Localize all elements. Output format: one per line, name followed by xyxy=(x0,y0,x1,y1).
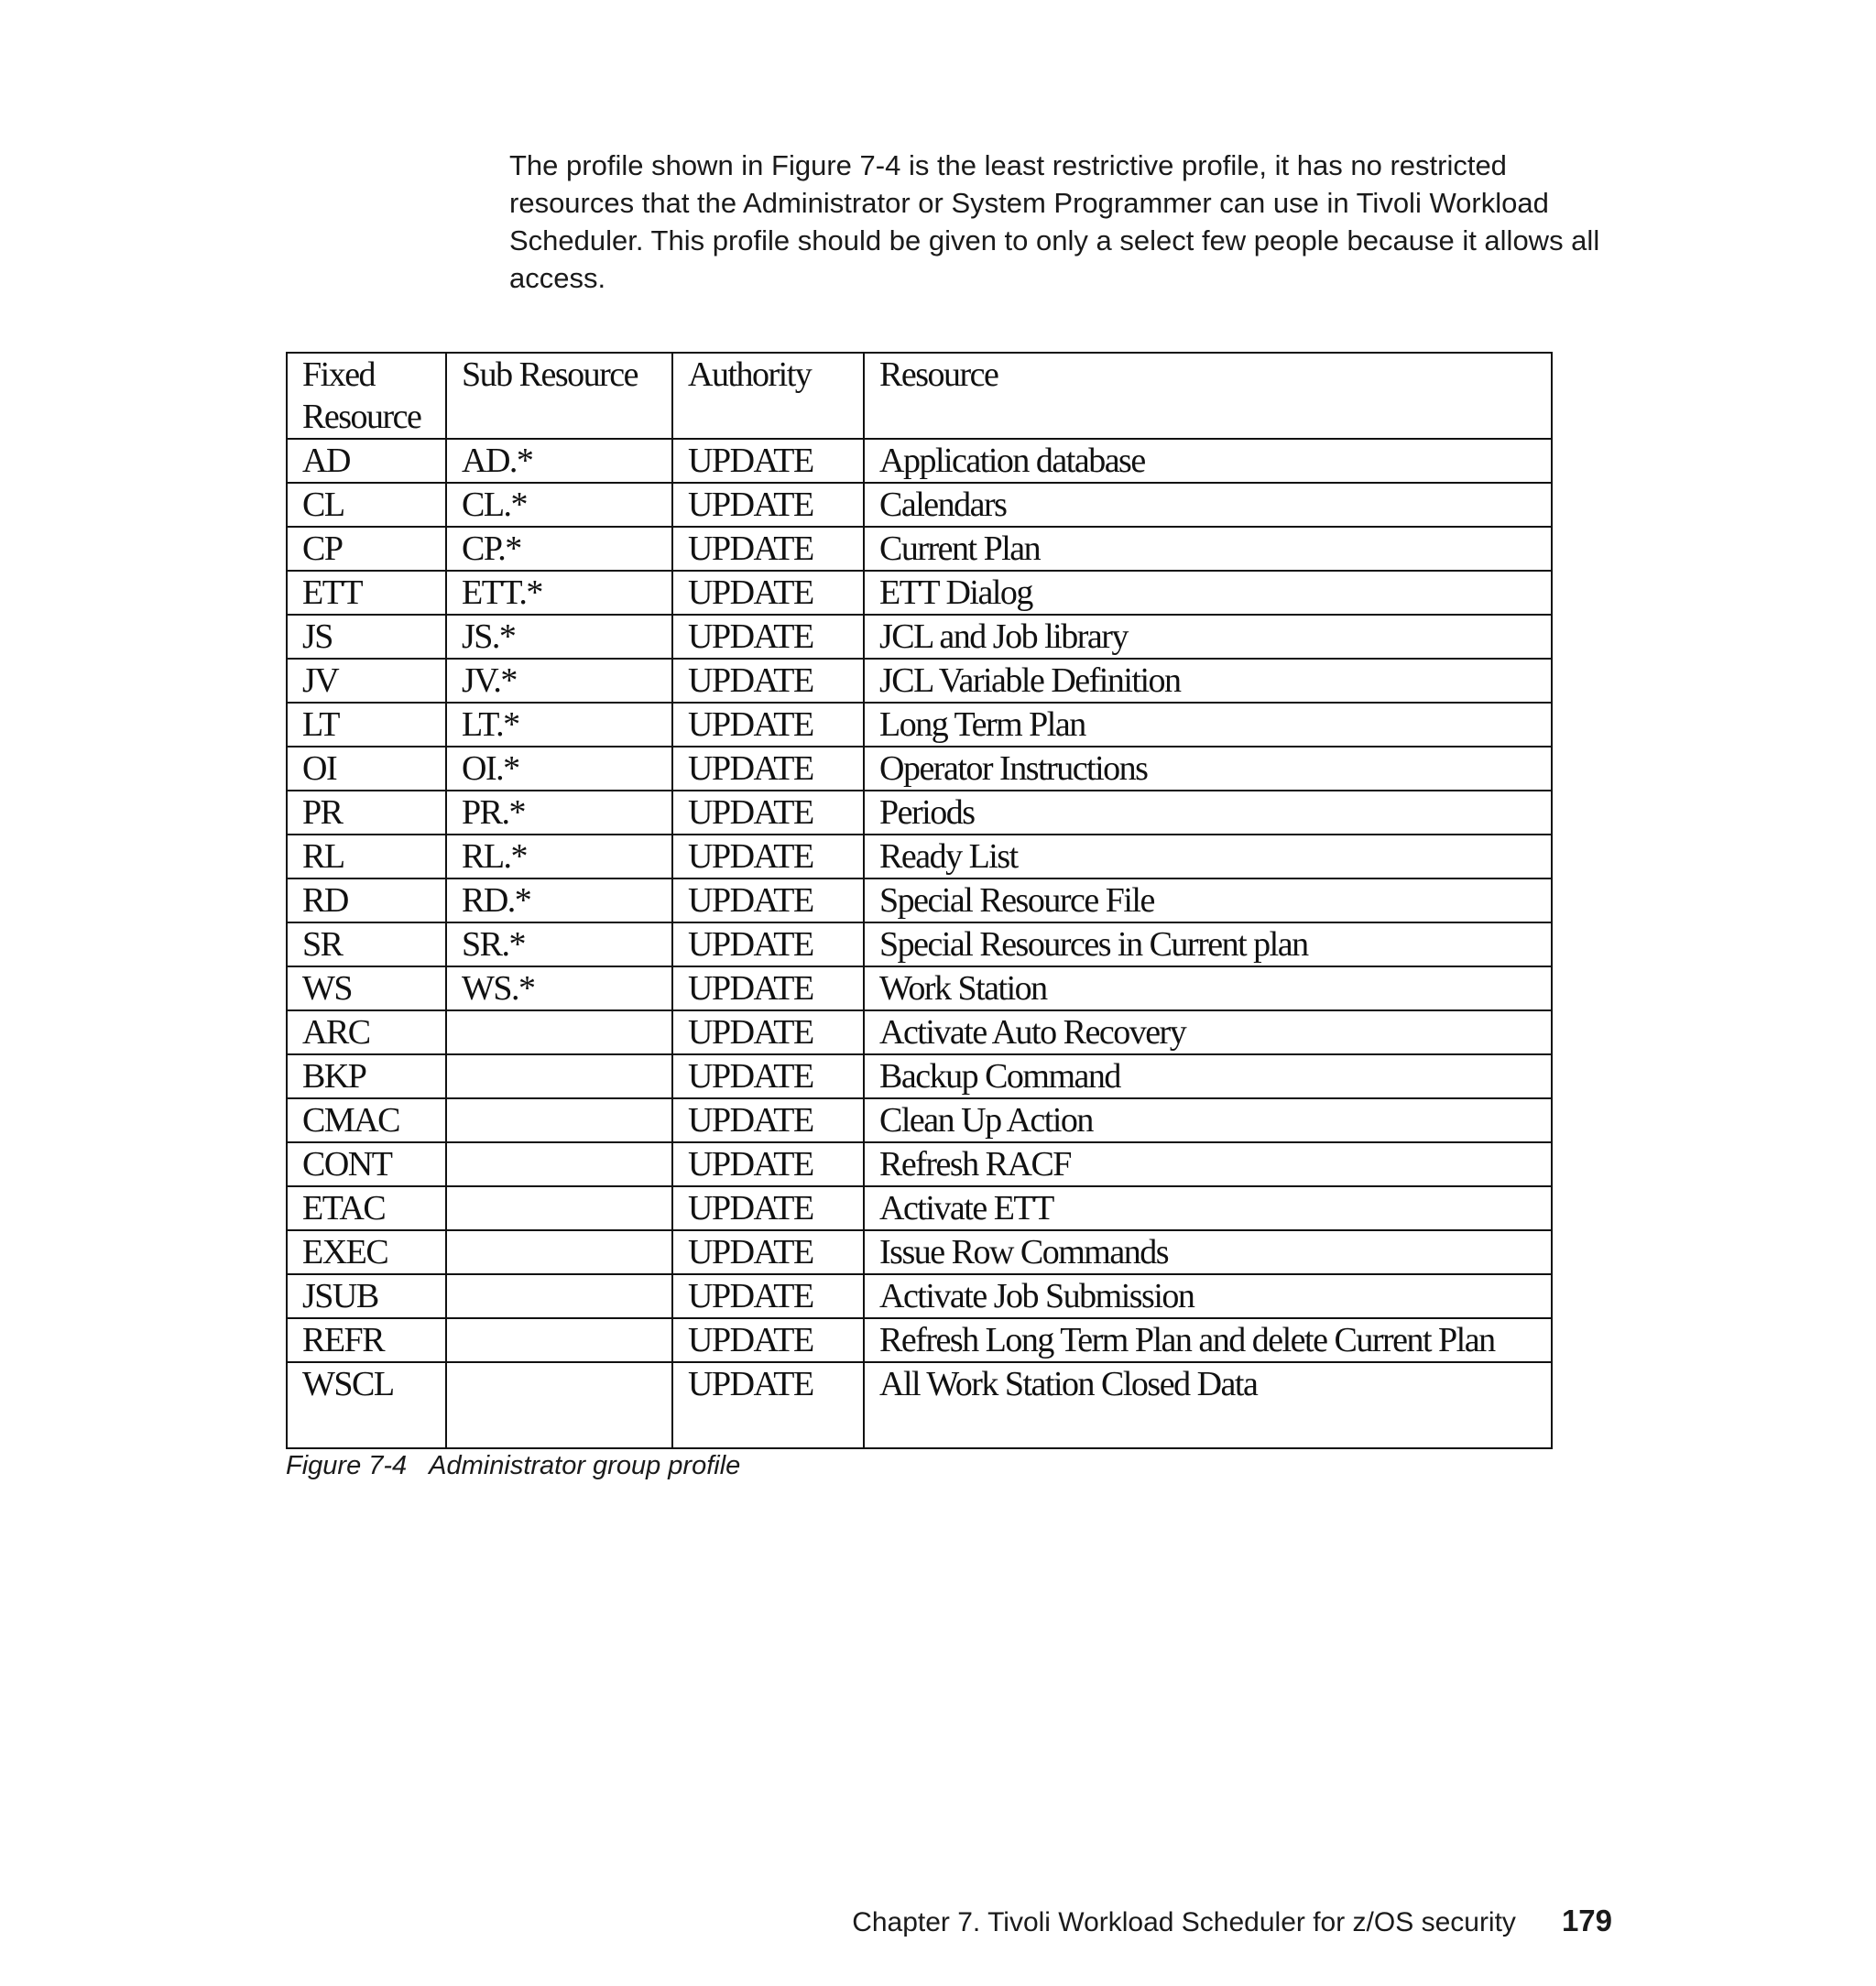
resource-cell: Issue Row Commands xyxy=(864,1230,1552,1274)
fixed-resource-cell: AD xyxy=(287,439,446,483)
authority-cell: UPDATE xyxy=(672,966,864,1010)
fixed-resource-cell: PR xyxy=(287,791,446,835)
table-row xyxy=(287,1230,1552,1274)
fixed-resource-cell: OI xyxy=(287,747,446,791)
resource-cell: Current Plan xyxy=(864,527,1552,571)
table-row xyxy=(287,703,1552,747)
sub-resource-cell: RL.* xyxy=(446,835,672,878)
sub-resource-cell: AD.* xyxy=(446,439,672,483)
authority-cell: UPDATE xyxy=(672,483,864,527)
fixed-resource-cell: JS xyxy=(287,615,446,659)
resource-cell: Calendars xyxy=(864,483,1552,527)
authority-cell: UPDATE xyxy=(672,571,864,615)
resource-cell: Special Resources in Current plan xyxy=(864,922,1552,966)
table-row xyxy=(287,1010,1552,1054)
intro-paragraph: The profile shown in Figure 7-4 is the least restrictive profile, it has no restricted resources that the Administrator or System Programmer can use in Tivoli Workload Scheduler. This profile should be given to only a select few people because it allows all access. xyxy=(509,149,1600,294)
authority-cell: UPDATE xyxy=(672,527,864,571)
header-authority: Authority xyxy=(672,353,864,439)
fixed-resource-cell: CMAC xyxy=(287,1098,446,1142)
resource-cell: Activate Job Submission xyxy=(864,1274,1552,1318)
table-row xyxy=(287,922,1552,966)
fixed-resource-cell: LT xyxy=(287,703,446,747)
table-header-row xyxy=(287,353,1552,439)
resource-cell: Work Station xyxy=(864,966,1552,1010)
page-number: 179 xyxy=(1561,1904,1612,1937)
table-row xyxy=(287,1318,1552,1362)
sub-resource-cell: CL.* xyxy=(446,483,672,527)
resource-cell: ETT Dialog xyxy=(864,571,1552,615)
fixed-resource-cell: RL xyxy=(287,835,446,878)
profile-table-container xyxy=(286,352,1551,1449)
table-row xyxy=(287,659,1552,703)
authority-cell: UPDATE xyxy=(672,1362,864,1448)
authority-cell: UPDATE xyxy=(672,878,864,922)
sub-resource-cell: ETT.* xyxy=(446,571,672,615)
fixed-resource-cell: ETT xyxy=(287,571,446,615)
authority-cell: UPDATE xyxy=(672,1274,864,1318)
fixed-resource-cell: RD xyxy=(287,878,446,922)
resource-cell: Special Resource File xyxy=(864,878,1552,922)
page-footer xyxy=(852,1904,1612,1938)
fixed-resource-cell: WS xyxy=(287,966,446,1010)
sub-resource-cell xyxy=(446,1098,672,1142)
sub-resource-cell: LT.* xyxy=(446,703,672,747)
sub-resource-cell: SR.* xyxy=(446,922,672,966)
authority-cell: UPDATE xyxy=(672,1230,864,1274)
table-row xyxy=(287,1098,1552,1142)
resource-cell: Clean Up Action xyxy=(864,1098,1552,1142)
authority-cell: UPDATE xyxy=(672,835,864,878)
authority-cell: UPDATE xyxy=(672,1098,864,1142)
fixed-resource-cell: BKP xyxy=(287,1054,446,1098)
resource-cell: Operator Instructions xyxy=(864,747,1552,791)
resource-cell: Activate ETT xyxy=(864,1186,1552,1230)
fixed-resource-cell: CP xyxy=(287,527,446,571)
figure-caption xyxy=(286,1451,740,1481)
resource-cell: JCL and Job library xyxy=(864,615,1552,659)
resource-cell: Backup Command xyxy=(864,1054,1552,1098)
table-row xyxy=(287,747,1552,791)
resource-cell: Long Term Plan xyxy=(864,703,1552,747)
sub-resource-cell xyxy=(446,1274,672,1318)
table-row xyxy=(287,615,1552,659)
authority-cell: UPDATE xyxy=(672,1010,864,1054)
table-row xyxy=(287,483,1552,527)
sub-resource-cell: PR.* xyxy=(446,791,672,835)
fixed-resource-cell: JSUB xyxy=(287,1274,446,1318)
resource-cell: Ready List xyxy=(864,835,1552,878)
sub-resource-cell xyxy=(446,1054,672,1098)
authority-cell: UPDATE xyxy=(672,1142,864,1186)
fixed-resource-cell: WSCL xyxy=(287,1362,446,1448)
authority-cell: UPDATE xyxy=(672,615,864,659)
sub-resource-cell xyxy=(446,1186,672,1230)
authority-cell: UPDATE xyxy=(672,747,864,791)
resource-cell: All Work Station Closed Data xyxy=(864,1362,1552,1448)
authority-cell: UPDATE xyxy=(672,439,864,483)
resource-cell: Activate Auto Recovery xyxy=(864,1010,1552,1054)
authority-cell: UPDATE xyxy=(672,659,864,703)
table-row xyxy=(287,1054,1552,1098)
chapter-title: Chapter 7. Tivoli Workload Scheduler for z/OS security xyxy=(852,1907,1516,1937)
fixed-resource-cell: CL xyxy=(287,483,446,527)
resource-cell: Periods xyxy=(864,791,1552,835)
resource-cell: Application database xyxy=(864,439,1552,483)
fixed-resource-cell: JV xyxy=(287,659,446,703)
table-row xyxy=(287,1186,1552,1230)
sub-resource-cell: CP.* xyxy=(446,527,672,571)
table-row xyxy=(287,878,1552,922)
header-sub-resource: Sub Resource xyxy=(446,353,672,439)
sub-resource-cell xyxy=(446,1318,672,1362)
table-row xyxy=(287,791,1552,835)
header-resource: Resource xyxy=(864,353,1552,439)
authority-cell: UPDATE xyxy=(672,791,864,835)
table-row xyxy=(287,527,1552,571)
sub-resource-cell xyxy=(446,1010,672,1054)
figure-title: Administrator group profile xyxy=(429,1451,741,1480)
sub-resource-cell xyxy=(446,1142,672,1186)
sub-resource-cell xyxy=(446,1362,672,1448)
table-row xyxy=(287,439,1552,483)
authority-cell: UPDATE xyxy=(672,1054,864,1098)
figure-number: Figure 7-4 xyxy=(286,1451,408,1480)
sub-resource-cell: WS.* xyxy=(446,966,672,1010)
table-row xyxy=(287,966,1552,1010)
administrator-profile-table xyxy=(286,352,1553,1449)
fixed-resource-cell: EXEC xyxy=(287,1230,446,1274)
header-fixed-resource: Fixed Resource xyxy=(287,353,446,439)
table-row xyxy=(287,1274,1552,1318)
table-row xyxy=(287,1142,1552,1186)
authority-cell: UPDATE xyxy=(672,703,864,747)
table-row xyxy=(287,835,1552,878)
sub-resource-cell: JV.* xyxy=(446,659,672,703)
fixed-resource-cell: ARC xyxy=(287,1010,446,1054)
authority-cell: UPDATE xyxy=(672,1318,864,1362)
fixed-resource-cell: ETAC xyxy=(287,1186,446,1230)
fixed-resource-cell: CONT xyxy=(287,1142,446,1186)
table-row xyxy=(287,571,1552,615)
authority-cell: UPDATE xyxy=(672,922,864,966)
sub-resource-cell xyxy=(446,1230,672,1274)
sub-resource-cell: RD.* xyxy=(446,878,672,922)
fixed-resource-cell: SR xyxy=(287,922,446,966)
fixed-resource-cell: REFR xyxy=(287,1318,446,1362)
sub-resource-cell: OI.* xyxy=(446,747,672,791)
resource-cell: Refresh Long Term Plan and delete Current Plan xyxy=(864,1318,1552,1362)
resource-cell: JCL Variable Definition xyxy=(864,659,1552,703)
resource-cell: Refresh RACF xyxy=(864,1142,1552,1186)
authority-cell: UPDATE xyxy=(672,1186,864,1230)
table-row xyxy=(287,1362,1552,1448)
sub-resource-cell: JS.* xyxy=(446,615,672,659)
